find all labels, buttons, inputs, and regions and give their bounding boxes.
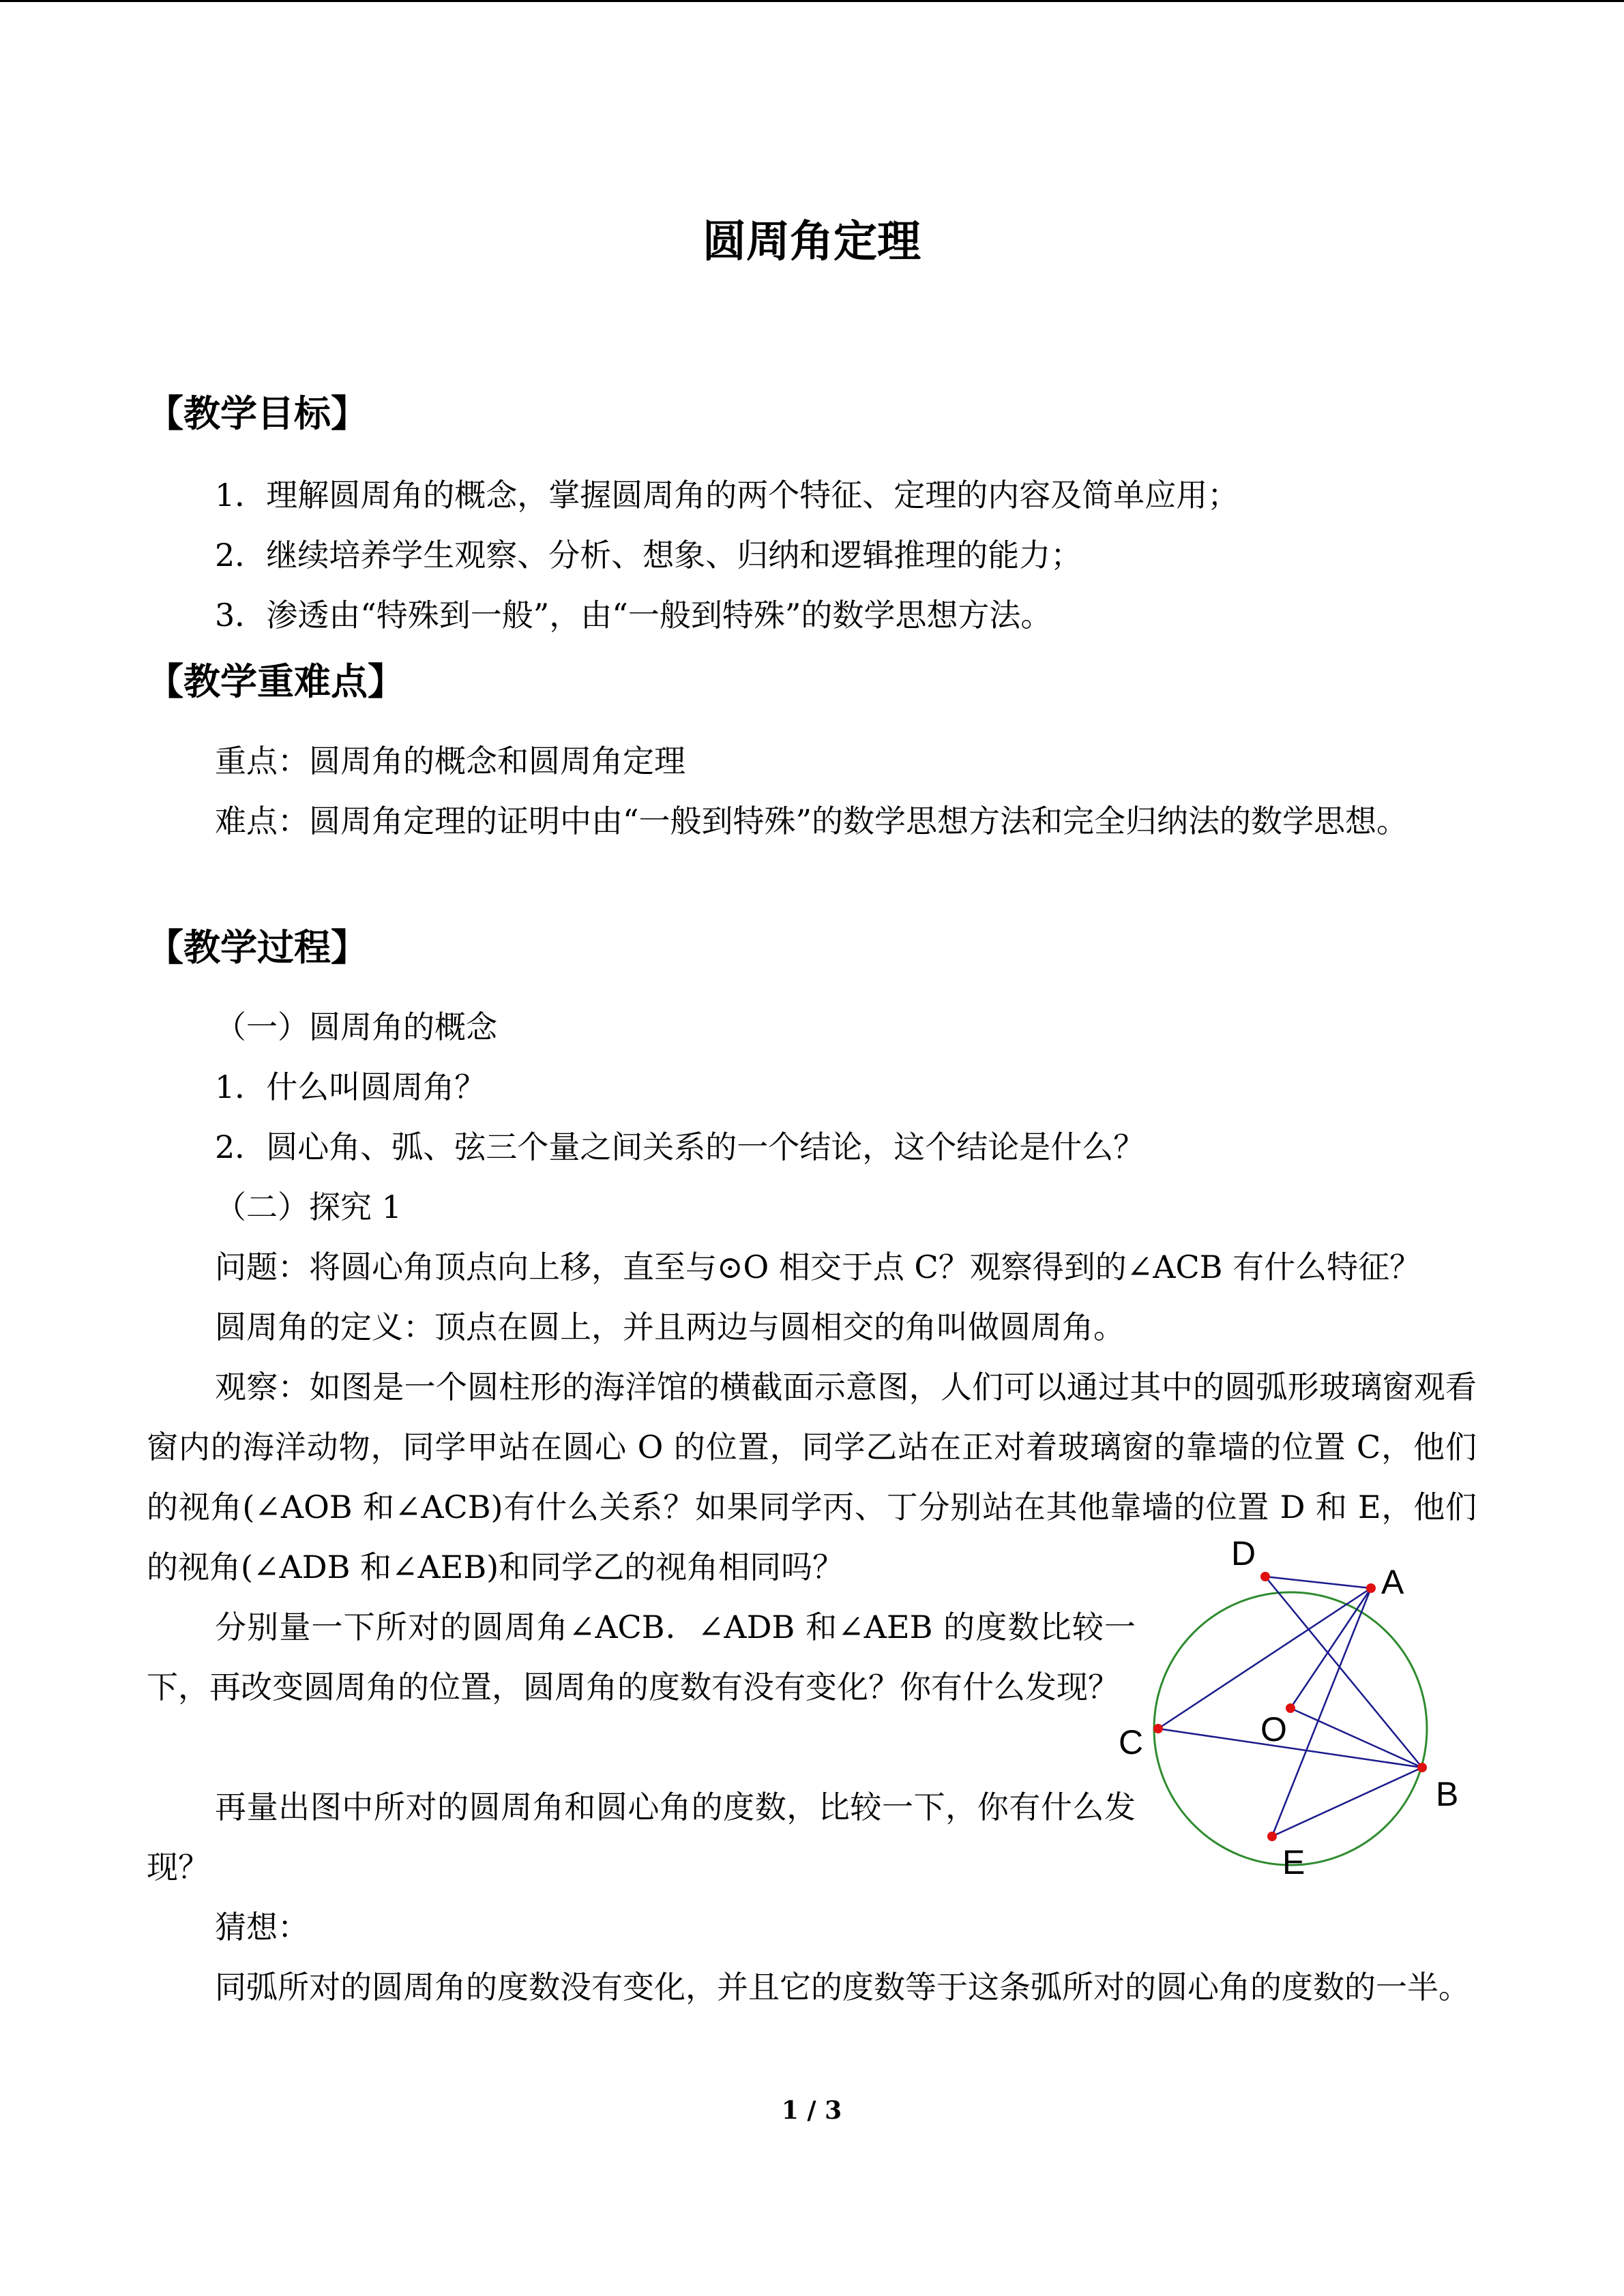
segment-DA [1265,1577,1371,1588]
question-1: 1．什么叫圆周角？ [215,1069,486,1105]
heading-process: 【教学过程】 [147,926,368,969]
page-number: 1 / 3 [781,2096,842,2125]
label-E: E [1282,1843,1305,1881]
heading-key-points: 【教学重难点】 [147,660,404,703]
objective-3: 3．渗透由“特殊到一般”，由“一般到特殊”的数学思想方法。 [215,597,1052,633]
measure-paragraph-2: 再量出图中所对的圆周角和圆心角的度数，比较一下，你有什么发现？ [147,1789,1136,1885]
point-O [1286,1703,1295,1713]
observe-paragraph: 观察：如图是一个圆柱形的海洋馆的横截面示意图，人们可以通过其中的圆弧形玻璃窗观看窗内的海洋动物，同学甲站在圆心 O 的位置，同学乙站在正对着玻璃窗的靠墙的位置 C，他们的视角(∠AOB 和∠ACB)有什么关系？如果同学丙、丁分别站在其他靠墙的位置 D 和 E，他们的视角(∠ADB 和∠AEB)和同学乙的视角相同吗？ [147,1369,1477,1585]
point-B [1417,1763,1427,1772]
label-A: A [1381,1563,1404,1601]
difficulty-point: 难点：圆周角定理的证明中由“一般到特殊”的数学思想方法和完全归纳法的数学思想。 [215,803,1408,839]
conjecture-label: 猜想： [215,1909,309,1945]
point-E [1267,1832,1277,1841]
label-D: D [1231,1534,1256,1572]
heading-objectives: 【教学目标】 [147,392,368,435]
measure-paragraph-1: 分别量一下所对的圆周角∠ACB．∠ADB 和∠AEB 的度数比较一下，再改变圆周角的位置，圆周角的度数有没有变化？你有什么发现？ [147,1609,1136,1705]
circle-figure [1119,1524,1501,1892]
vertex-points [1153,1572,1427,1841]
objective-2: 2．继续培养学生观察、分析、想象、归纳和逻辑推理的能力； [215,537,1082,573]
page-title: 圆周角定理 [703,217,921,267]
point-C [1153,1724,1163,1733]
conjecture-paragraph: 同弧所对的圆周角的度数没有变化，并且它的度数等于这条弧所对的圆心角的度数的一半。 [215,1969,1470,2006]
problem-text: 问题：将圆心角顶点向上移，直至与⊙O 相交于点 C？观察得到的∠ACB 有什么特征？ [215,1249,1421,1285]
label-O: O [1260,1710,1287,1748]
point-A [1366,1583,1376,1593]
label-B: B [1436,1775,1459,1813]
circle-outline [1154,1592,1427,1865]
segment-CB [1158,1729,1422,1768]
segment-CA [1158,1588,1371,1729]
focus-point: 重点：圆周角的概念和圆周角定理 [215,743,685,779]
label-C: C [1119,1723,1144,1761]
question-2: 2．圆心角、弧、弦三个量之间关系的一个结论，这个结论是什么？ [215,1129,1145,1165]
section-1-title: （一）圆周角的概念 [215,1009,497,1045]
objective-1: 1．理解圆周角的概念，掌握圆周角的两个特征、定理的内容及简单应用； [215,477,1239,513]
inscribed-angle-diagram [1119,1524,1501,1892]
top-border [0,0,1624,2]
point-D [1260,1572,1270,1581]
definition-text: 圆周角的定义：顶点在圆上，并且两边与圆相交的角叫做圆周角。 [215,1309,1125,1345]
section-2-title: （二）探究 1 [215,1189,402,1225]
